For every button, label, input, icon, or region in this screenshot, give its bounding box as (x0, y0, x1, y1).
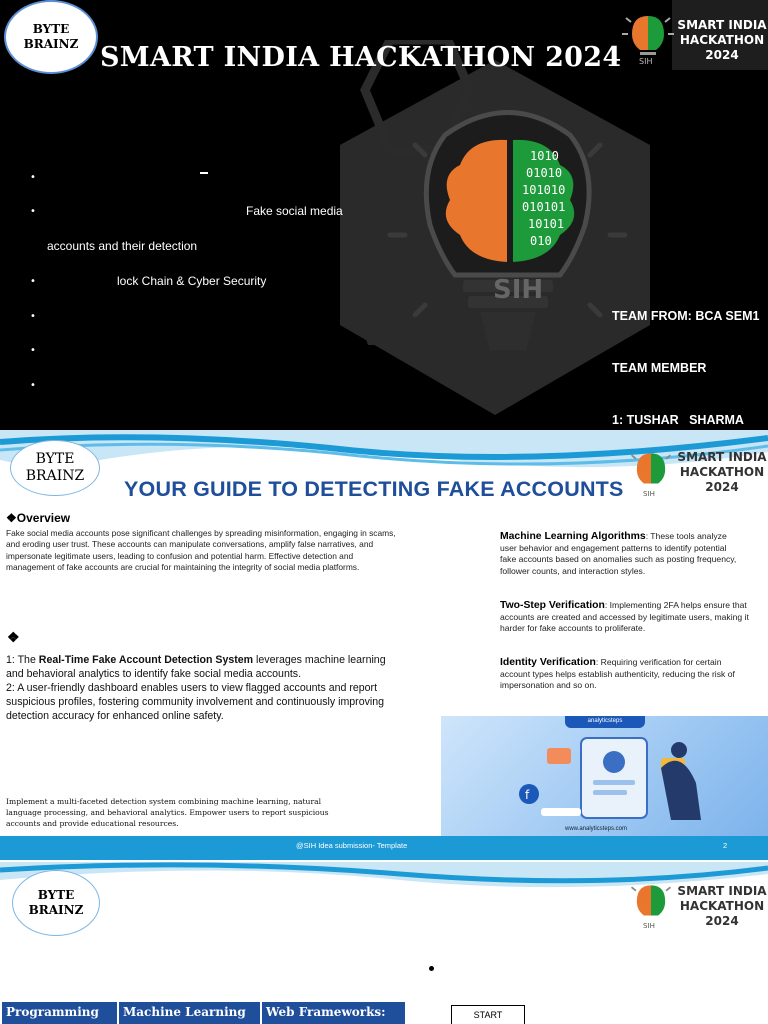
svg-text:SIH: SIH (643, 488, 655, 498)
section-title: YOUR GUIDE TO DETECTING FAKE ACCOUNTS (124, 477, 624, 501)
summary-text: Implement a multi-faceted detection system combining machine learning, natural language processing, and behavioral analytics. Empower users to report suspicious accounts and provide educational resources. (6, 797, 329, 828)
illustration-image (441, 716, 768, 836)
flowchart-start-node: START (451, 1005, 525, 1024)
bullet-dot (429, 966, 434, 971)
bullet-4: • (30, 311, 36, 322)
solution-point-1: 1: The Real-Time Fake Account Detection System leverages machine learning and behavioral analytics to identify fake social media accounts. (6, 654, 386, 680)
bullet-2: • (30, 206, 36, 217)
feature-ml: Machine Learning Algorithms: These tools analyze user behavior and engagement patterns to identify potential fake accounts based on anomalies such as posting frequency, follower counts, and interaction styles. (500, 531, 737, 576)
svg-text:SIH: SIH (643, 920, 655, 930)
sih-bulb-icon (628, 444, 674, 500)
image-url-label: www.analyticsteps.com (565, 826, 628, 832)
svg-text:10101: 10101 (528, 217, 565, 231)
bullet-1: • (30, 172, 36, 183)
svg-text:010101: 010101 (522, 200, 566, 214)
footer-text: @SIH Idea submission- Template (296, 841, 408, 850)
byte-brainz-logo: BYTE BRAINZ (12, 870, 100, 936)
logo-line-2: BRAINZ (23, 37, 79, 51)
bullet-5: • (30, 345, 36, 356)
problem-statement: Fake social media (246, 204, 343, 218)
svg-text:01010: 01010 (526, 166, 563, 180)
logo-line-1: BYTE (32, 22, 70, 36)
tech-slide (0, 862, 768, 1024)
team-from: TEAM FROM: BCA SEM1 (612, 309, 760, 324)
table-header-cell: Programming (2, 1002, 119, 1024)
team-member: 1: TUSHAR SHARMA (612, 412, 744, 427)
byte-brainz-logo (4, 0, 98, 74)
feature-identity: Identity Verification: Requiring verification for certain account types helps establish authenticity, reducing the risk of impersonation and so on. (500, 657, 735, 691)
tech-stack-table (2, 1002, 405, 1024)
svg-text:f: f (525, 788, 530, 802)
sih-bulb-icon (622, 8, 674, 66)
title-slide (0, 0, 768, 430)
diamond-icon: ❖ (7, 629, 20, 645)
binary-overlay (490, 140, 610, 270)
sih-bulb-icon (628, 876, 674, 932)
bullet-3: • (30, 276, 36, 287)
page-number: 2 (723, 841, 728, 850)
fake-accounts-illustration (511, 728, 711, 824)
table-header-cell: Machine Learning (119, 1002, 262, 1024)
feature-2fa: Two-Step Verification: Implementing 2FA helps ensure that accounts are created and accessed by legitimate users, making it harder for fake accounts to proliferate. (500, 600, 749, 634)
svg-text:101010: 101010 (522, 183, 566, 197)
problem-statement-cont: accounts and their detection (47, 239, 198, 253)
team-member-label: TEAM MEMBER (612, 361, 707, 376)
sih-logo-text: SMART INDIA HACKATHON 2024 (677, 450, 767, 494)
table-header-cell: Web Frameworks: (262, 1002, 405, 1024)
overview-heading: ❖Overview (6, 511, 71, 525)
dash-mark (200, 172, 208, 174)
svg-text:010: 010 (530, 234, 552, 248)
bullet-6: • (30, 380, 36, 391)
team-info (612, 274, 759, 430)
sih-logo-text: SMART INDIA HACKATHON 2024 (677, 18, 767, 62)
slide-footer (0, 836, 768, 860)
overview-text: Fake social media accounts pose significant challenges by spreading misinformation, engaging in scams, and eroding user trust. These accounts can manipulate conversations, amplify false narratives, and impersonate legitimate users, leading to confusion and potential harm. Effective detection and management of fake accounts are crucial for maintaining the integrity of social media platforms. (6, 528, 396, 573)
byte-brainz-logo: BYTE BRAINZ (10, 440, 100, 496)
sih-bulb-label: SIH (493, 275, 544, 305)
sih-logo-text: SMART INDIA HACKATHON 2024 (677, 884, 767, 928)
image-brand-label: analyticsteps (565, 716, 645, 728)
svg-text:SIH: SIH (639, 57, 653, 66)
solution-point-2: 2: A user-friendly dashboard enables users to view flagged accounts and report suspicious profiles, fostering community involvement and continuously improving detection accuracy for enhanced online safety. (6, 682, 385, 722)
page-title: SMART INDIA HACKATHON 2024 (100, 42, 622, 73)
svg-text:1010: 1010 (530, 149, 559, 163)
guide-slide (0, 430, 768, 860)
theme-text: lock Chain & Cyber Security (117, 274, 267, 288)
